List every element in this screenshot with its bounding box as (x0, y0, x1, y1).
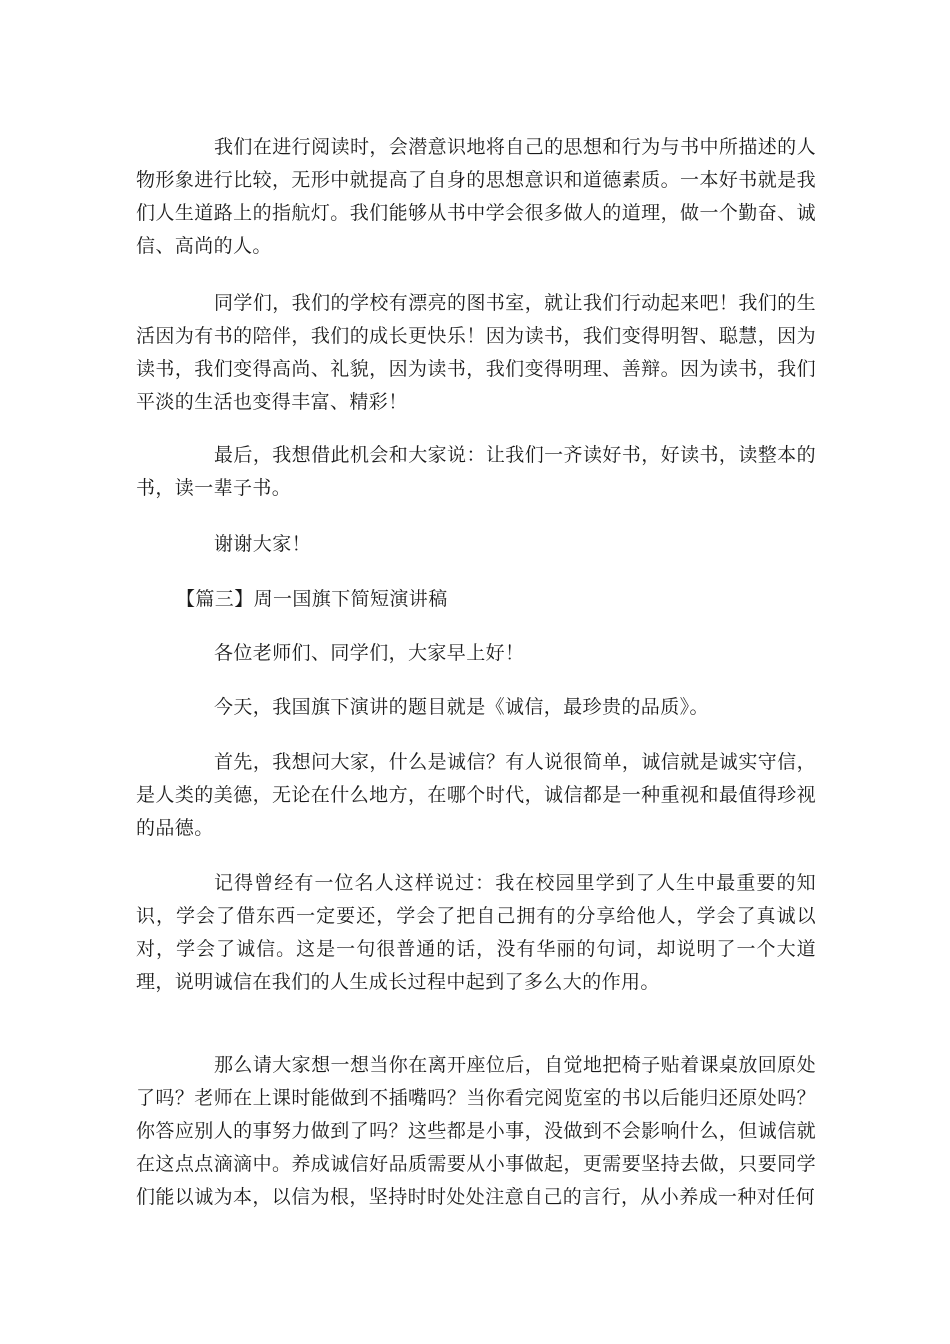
paragraph-what-is-integrity: 首先，我想问大家，什么是诚信？有人说很简单，诚信就是诚实守信，是人类的美德，无论在什么地方，在哪个时代，诚信都是一种重视和最值得珍视的品德。 (136, 751, 816, 839)
paragraph-thanks: 谢谢大家！ (214, 533, 312, 555)
paragraph-famous-quote: 记得曾经有一位名人这样说过：我在校园里学到了人生中最重要的知识，学会了借东西一定要还，学会了把自己拥有的分享给他人，学会了真诚以对，学会了诚信。这是一句很普通的话，没有华丽的句词，却说明了一个大道理，说明诚信在我们的人生成长过程中起到了多么大的作用。 (136, 872, 816, 993)
paragraph-closing-wish: 最后，我想借此机会和大家说：让我们一齐读好书，好读书，读整本的书，读一辈子书。 (136, 444, 816, 499)
paragraph-library-call: 同学们，我们的学校有漂亮的图书室，就让我们行动起来吧！我们的生活因为有书的陪伴，我们的成长更快乐！因为读书，我们变得明智、聪慧，因为读书，我们变得高尚、礼貌，因为读书，我们变得明理、善辩。因为读书，我们平淡的生活也变得丰富、精彩！ (136, 292, 816, 413)
paragraph-greeting: 各位老师们、同学们，大家早上好！ (214, 642, 525, 664)
paragraph-reading-benefits: 我们在进行阅读时，会潜意识地将自己的思想和行为与书中所描述的人物形象进行比较，无形中就提高了自身的思想意识和道德素质。一本好书就是我们人生道路上的指航灯。我们能够从书中学会很多做人的道理，做一个勤奋、诚信、高尚的人。 (136, 136, 816, 257)
section-heading: 【篇三】周一国旗下简短演讲稿 (176, 588, 448, 610)
paragraph-reflection: 那么请大家想一想当你在离开座位后，自觉地把椅子贴着课桌放回原处了吗？老师在上课时能做到不插嘴吗？当你看完阅览室的书以后能归还原处吗？你答应别人的事努力做到了吗？这些都是小事，没做到不会影响什么，但诚信就在这点点滴滴中。养成诚信好品质需要从小事做起，更需要坚持去做，只要同学们能以诚为本，以信为根，坚持时时处处注意自己的言行，从小养成一种对任何 (136, 1054, 816, 1208)
paragraph-topic: 今天，我国旗下演讲的题目就是《诚信，最珍贵的品质》。 (214, 696, 709, 718)
